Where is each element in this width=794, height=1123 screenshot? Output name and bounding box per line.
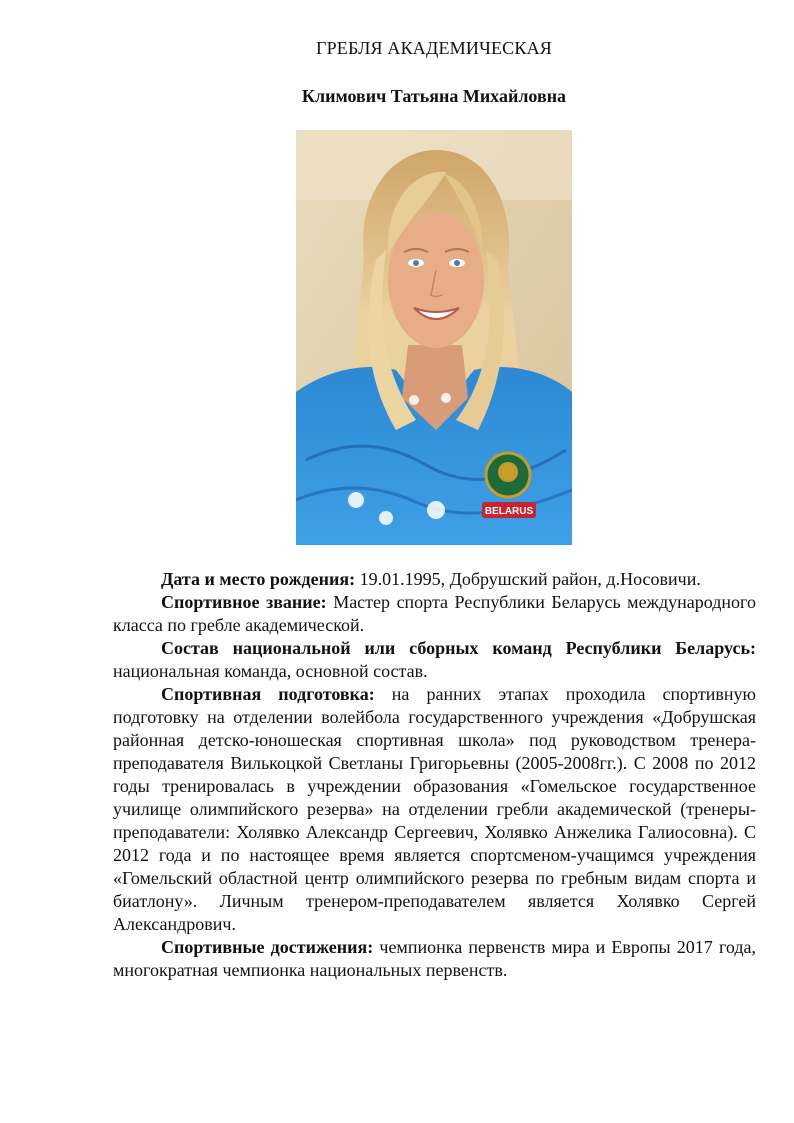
sport-training [113,683,756,936]
achievements-value: чемпионка первенств мира и Европы 2017 года, многократная чемпионка национальных первенств. [113,937,757,980]
athlete-photo [296,130,572,545]
team-membership-label: Состав национальной или сборных команд Республики Беларусь: [161,638,756,658]
birth-info-value: 19.01.1995, Добрушский район, д.Носовичи. [355,569,701,589]
achievements-label: Спортивные достижения: [161,937,374,957]
sport-title-label: Спортивное звание: [161,592,327,612]
achievements [113,936,756,982]
sport-title [113,591,756,637]
sport-training-label: Спортивная подготовка: [161,684,375,704]
team-membership-value: национальная команда, основной состав. [113,661,428,681]
jersey-text: BELARUS [484,506,534,517]
team-membership [113,637,756,683]
sport-training-value: на ранних этапах проходила спортивную подготовку на отделении волейбола государственного учреждения «Добрушская районная детско-юношеская спортивная школа» под руководством тренера-преподавателя Вилькоцкой Светланы Григорьевны (2005-2008гг.). С 2008 по 2012 годы тренировалась в учреждении образования «Гомельское государственное училище олимпийского резерва» на отделении гребли академической (тренеры-преподаватели: Холявко Александр Сергеевич, Холявко Анжелика Галиосовна). С 2012 года и по настоящее время является спортсменом-учащимся учреждения «Гомельский областной центр олимпийского резерва по гребным видам спорта и биатлону». Личным тренером-преподавателем является Холявко Сергей Александрович. [113,684,756,934]
sport-title-value: Мастер спорта Республики Беларусь международного класса по гребле академической. [113,592,756,635]
document-title: ГРЕБЛЯ АКАДЕМИЧЕСКАЯ [315,38,552,58]
birth-info-label: Дата и место рождения: [161,569,356,589]
biography [113,568,756,982]
birth-info [113,568,756,591]
athlete-name: Климович Татьяна Михайловна [301,86,567,106]
